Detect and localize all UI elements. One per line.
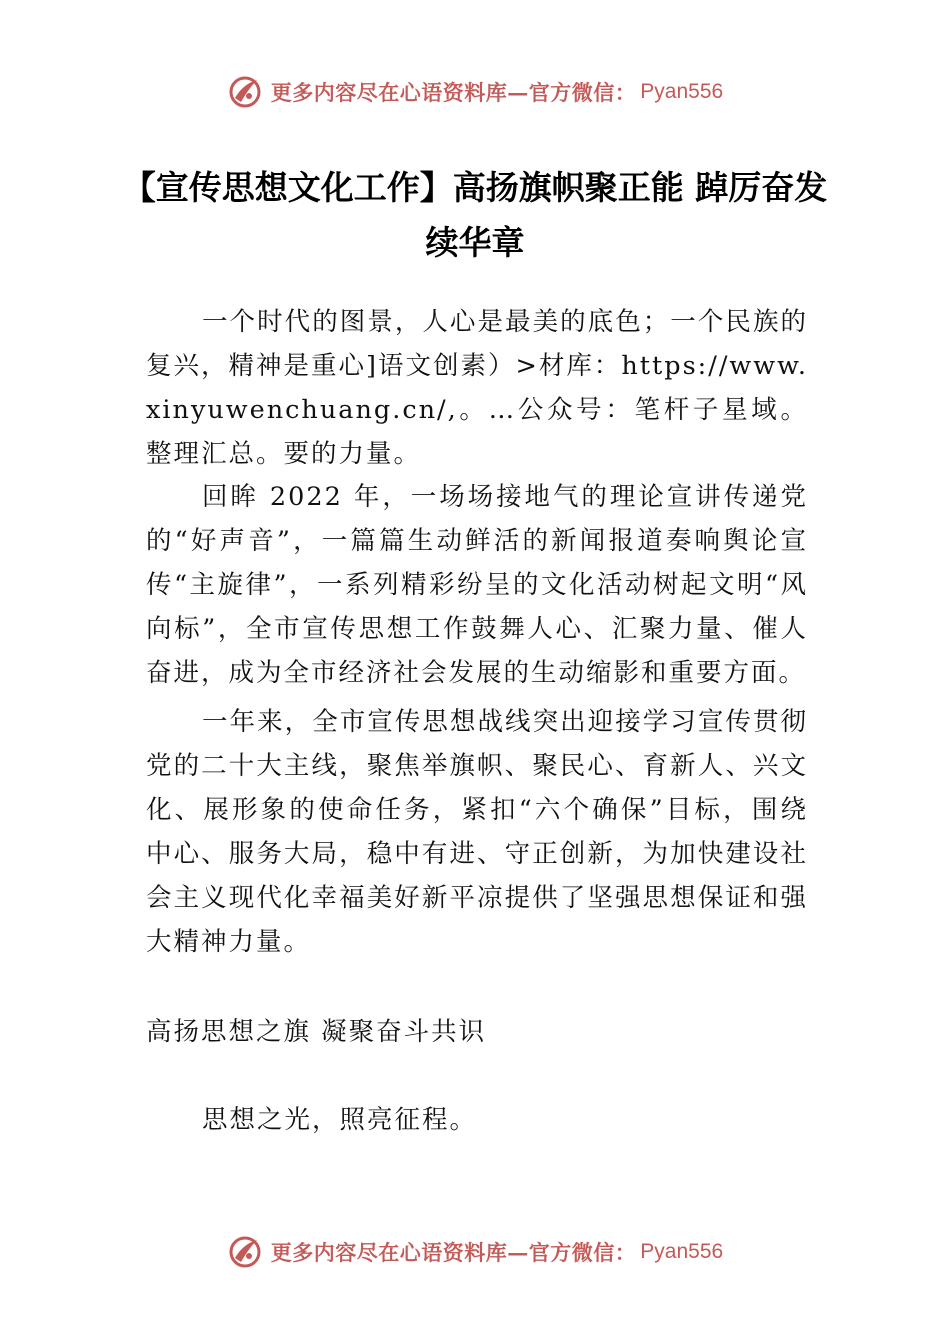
watermark-text: 更多内容尽在心语资料库—官方微信： (270, 1240, 637, 1265)
watermark-banner-bottom (0, 1232, 950, 1272)
document-title: 【宣传思想文化工作】高扬旗帜聚正能 踔厉奋发续华章 (122, 168, 828, 262)
paragraph-year-summary: 一年来，全市宣传思想战线突出迎接学习宣传贯彻党的二十大主线，聚焦举旗帜、聚民心、育新人、兴文化、展形象的使命任务，紧扣“六个确保”目标，围绕中心、服务大局，稳中有进、守正创新，为加快建设社会主义现代化幸福美好新平凉提供了坚强思想保证和强大精神力量。 (146, 707, 808, 957)
paragraph-intro: 一个时代的图景，人心是最美的底色；一个民族的复兴，精神是重心]语文创素）>材库：https://www.xinyuwenchuang.cn/,。…公众号：笔杆子星域。整理汇总。要的力量。 (146, 307, 808, 469)
watermark-wechat-id: Pyan556 (640, 1240, 724, 1263)
paragraph-closing: 思想之光，照亮征程。 (202, 1105, 478, 1135)
watermark-banner-top (0, 72, 950, 112)
brush-seal-icon (227, 1234, 263, 1270)
section-heading: 高扬思想之旗 凝聚奋斗共识 (146, 1017, 487, 1047)
watermark-wechat-id: Pyan556 (640, 80, 724, 103)
brush-seal-icon (227, 74, 263, 110)
paragraph-review-2022: 回眸 2022 年，一场场接地气的理论宣讲传递党的“好声音”，一篇篇生动鲜活的新闻报道奏响舆论宣传“主旋律”，一系列精彩纷呈的文化活动树起文明“风向标”，全市宣传思想工作鼓舞人心、汇聚力量、催人奋进，成为全市经济社会发展的生动缩影和重要方面。 (146, 482, 808, 688)
watermark-text: 更多内容尽在心语资料库—官方微信： (270, 80, 637, 105)
